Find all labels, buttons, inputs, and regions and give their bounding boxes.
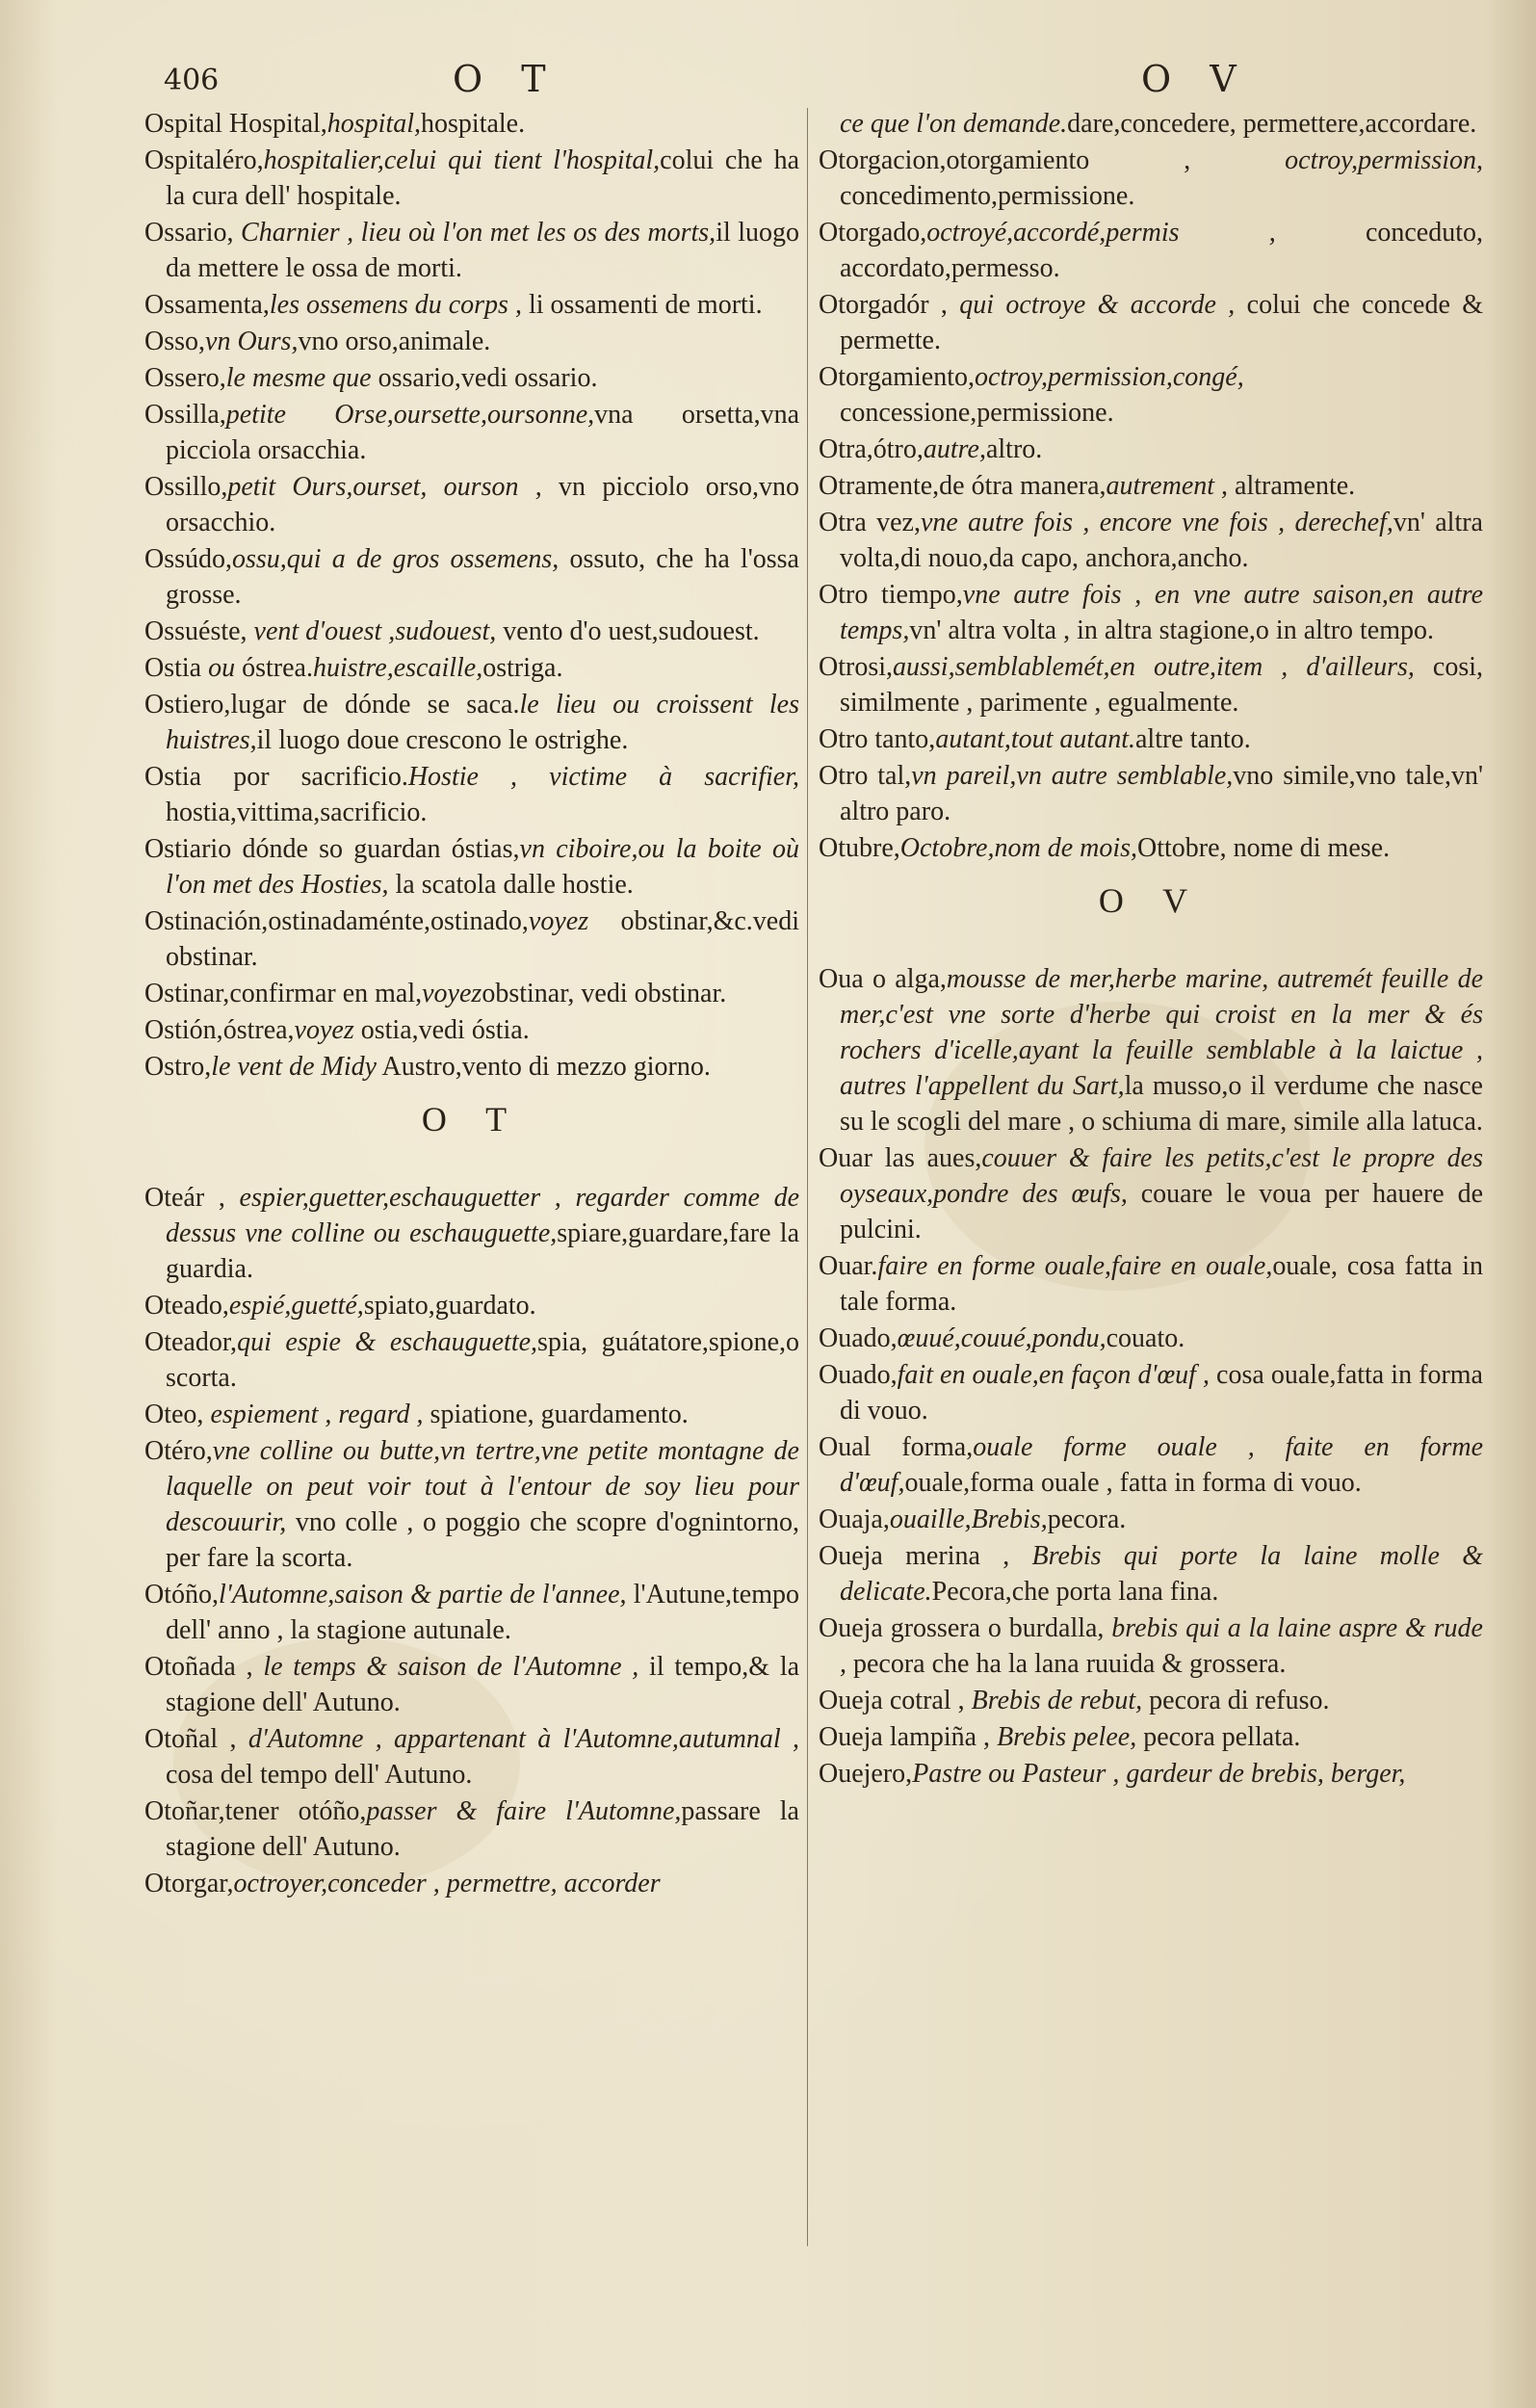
entry-head: Oueja [819,1613,883,1643]
dictionary-entry [144,614,799,649]
entry-rest: Pecora,che porta lana fina. [931,1577,1219,1607]
entry-head: Otro tal, [819,761,912,791]
entry-fr: Charnier , lieu où l'on met les os des morts, [241,218,716,248]
dictionary-entry [144,759,799,830]
dictionary-entry [819,1719,1483,1755]
dictionary-entry [144,1577,799,1648]
entry-rest: vento d'o uest,sudouest. [496,616,760,646]
entry-rest: ouale, cosa fatta in tale forma. [840,1251,1483,1317]
entry-fr2: huistre,escaille, [312,653,483,683]
entry-rest: passare la stagione dell' Autuno. [166,1796,799,1862]
entry-rest: altro. [985,434,1043,464]
entry-fr: qui octroye & accorde , [959,290,1236,320]
dictionary-entry [144,1324,799,1396]
dictionary-entry [144,687,799,758]
entry-head: Oteo, [144,1400,204,1429]
entry-fr: fait en ouale,en façon d'œuf , [897,1360,1210,1390]
entry-fr: ce que l'on demande. [840,109,1068,139]
dictionary-entry [144,650,799,686]
entry-rest: hospitale. [421,109,526,139]
dictionary-entry [819,143,1483,214]
entry-head: Ouado, [819,1323,898,1353]
entry-text [234,218,241,248]
entry-rest: la scatola dalle hostie. [388,870,634,900]
entry-head: Ouaja, [819,1505,890,1534]
dictionary-entry [144,831,799,903]
entry-head: Otóño, [144,1580,219,1610]
entry-fr: qui espie & eschauguette, [237,1327,538,1357]
entry-rest: vna orsetta,vna picciola orsacchia. [166,400,799,465]
entry-text: merina , [882,1541,1010,1571]
entry-head: Ossillo, [144,472,228,502]
entry-rest: pecora di refuso. [1142,1686,1330,1715]
dictionary-entry [819,1538,1483,1610]
entry-text: forma, [871,1432,974,1462]
entry-fr: couuer & faire les petits,c'est le propre des oyseaux,pondre des œufs, [840,1143,1483,1209]
entry-text: tener otóño, [224,1796,367,1826]
entry-fr: vn Ours, [205,327,299,356]
dictionary-entry [819,215,1483,286]
entry-fr: petite Orse,oursette,oursonne, [225,400,595,430]
entry-text: las aues, [872,1143,982,1173]
entry-head: Ospitaléro, [144,145,264,175]
dictionary-entry [144,1012,799,1048]
entry-fr: autant,tout autant. [935,724,1135,754]
entry-rest: colui che concede & permette. [840,290,1484,355]
entry-fr: petit Ours,ourset, ourson , [227,472,542,502]
running-head-right: O V [1141,58,1250,100]
entry-head: Ouar. [819,1251,878,1281]
dictionary-entry [819,468,1483,504]
entry-fr: le lieu ou croissent les huistres, [166,690,799,755]
entry-rest: obstinar,&c.vedi obstinar. [166,906,799,972]
entry-fr: vn ciboire,ou la boite où l'on met des Hosties, [166,834,799,900]
entry-rest: vno simile,vno tale,vn' altro paro. [840,761,1484,826]
entry-rest: pecora che ha la lana ruuida & grossera. [846,1649,1287,1679]
entry-fr: hospital, [326,109,422,139]
dictionary-entry [819,432,1483,467]
entry-head: Ouar [819,1143,872,1173]
entry-head: Oueja [819,1722,883,1752]
entry-rest: hostia,vittima,sacrificio. [166,798,428,827]
entry-fr: octroyé,accordé,permis , [926,218,1276,248]
dictionary-entry [819,830,1483,866]
dictionary-entry [144,1397,799,1432]
dictionary-entry [144,324,799,359]
entry-head: Otorgar, [144,1869,234,1898]
entry-fr: aussi,semblablemét,en outre,item , d'ailleurs, [893,652,1415,682]
right-column [819,106,1483,1793]
dictionary-entry [819,1248,1483,1320]
entry-head: Ossuéste, [144,616,247,646]
entry-fr: ossu,qui a de gros ossemens, [232,544,560,574]
dictionary-entry [144,1433,799,1576]
running-head-left: O T [453,58,560,100]
section-title-ot: O T [421,1100,523,1139]
left-entries-ot [144,1180,799,1901]
entry-fr: ouaille,Brebis, [889,1505,1048,1534]
entry-head: Ossero, [144,363,226,393]
entry-rest: vn' altra volta , in altra stagione,o in altro tempo. [909,615,1435,645]
entry-fr: ou [208,653,236,683]
dictionary-entry [819,961,1483,1139]
entry-rest: spiatione, guardamento. [423,1400,689,1429]
entry-fr: vne colline ou butte,vn tertre,vne petite montagne de laquelle on peut voir tout à l'entour de soy lieu pour descouurir, [166,1436,799,1537]
entry-head: Oua [819,964,864,994]
entry-fr: le mesme que [225,363,372,393]
dictionary-entry [819,1429,1483,1501]
entry-rest: il luogo doue crescono le ostrighe. [256,725,629,755]
entry-rest2: ostriga. [482,653,563,683]
entry-fr: vne autre fois , encore vne fois , derechef, [920,508,1393,537]
entry-head: Ospital [144,109,222,139]
left-entries [144,106,799,1085]
entry-head: Otoñar, [144,1796,225,1826]
entry-fr: Pastre ou Pasteur , gardeur de brebis, berger, [912,1759,1406,1789]
entry-rest: concedimento,permissione. [840,181,1135,211]
entry-head: Otro tanto, [819,724,936,754]
dictionary-entry [144,1721,799,1793]
dictionary-entry [144,397,799,468]
entry-text [247,616,254,646]
dictionary-entry [144,469,799,540]
entry-head: Ostión, [144,1015,223,1045]
entry-fr: espiement , regard , [210,1400,424,1429]
entry-rest: spiato,guardato. [363,1291,536,1321]
entry-text [253,1652,264,1682]
entry-head: Ostiario [144,834,232,864]
entry-rest: cosa del tempo dell' Autuno. [166,1760,473,1790]
entry-rest: dare,concedere, permettere,accordare. [1067,109,1477,139]
dictionary-entry [144,541,799,613]
entry-text: óstrea, [222,1015,295,1045]
dictionary-entry [144,143,799,214]
entry-fr: espier,guetter,eschauguetter , regarder comme de dessus vne colline ou eschauguette, [166,1183,799,1248]
entry-rest: l'Autune,tempo dell' anno , la stagione autunale. [166,1580,799,1645]
entry-head: Oteador, [144,1327,238,1357]
entry-rest: altre tanto. [1135,724,1251,754]
entry-head: Otéro, [144,1436,213,1466]
entry-head: Otoñada , [144,1652,253,1682]
entry-fr: Brebis de rebut, [964,1686,1143,1715]
entry-fr: voyez [528,906,589,936]
entry-rest: il tempo,& la stagione dell' Autuno. [166,1652,800,1717]
entry-rest: ouale,forma ouale , fatta in forma di vouo. [904,1468,1362,1498]
entry-text: lampiña , [882,1722,991,1752]
entry-fr: octroyer,conceder , permettre, accorder [233,1869,661,1898]
entry-head: Otra, [819,434,873,464]
dictionary-entry [819,1756,1483,1792]
dictionary-entry [144,976,799,1011]
entry-head: Otoñal , [144,1724,237,1754]
entry-fr: faire en forme ouale,faire en ouale, [877,1251,1273,1281]
right-entries [819,106,1483,866]
dictionary-entry [144,287,799,323]
entry-text: grossera o burdalla, [882,1613,1105,1643]
entry-head: Otramente, [819,471,940,501]
dictionary-entry [144,1649,799,1720]
dictionary-entry [144,360,799,396]
entry-head: Otrosi, [819,652,893,682]
entry-text: o alga, [863,964,947,994]
entry-text: por sacrificio. [201,762,408,792]
dictionary-entry [819,1683,1483,1718]
entry-fr: le vent de Midy [211,1052,377,1082]
entry-rest: vno colle , o poggio che scopre d'ognintorno, per fare la scorta. [166,1507,799,1573]
entry-rest: spia, guátatore,spione,o scorta. [166,1327,799,1393]
entry-fr: brebis qui a la laine aspre & rude , [840,1613,1483,1679]
entry-head: Osso, [144,327,206,356]
entry-fr: Brebis qui porte la laine molle & delicate. [840,1541,1483,1607]
entry-fr: vn pareil,vn autre semblable, [911,761,1234,791]
dictionary-entry [144,1288,799,1323]
entry-rest: spiare,guardare,fare la guardia. [166,1218,799,1284]
entry-head: Otubre, [819,833,900,863]
entry-rest: conceduto, accordato,permesso. [840,218,1483,283]
entry-rest: pecora pellata. [1136,1722,1301,1752]
entry-rest: vno orso,animale. [298,327,491,356]
entry-rest: vn picciolo orso,vno orsacchio. [166,472,799,537]
dictionary-entry [144,215,799,286]
entry-text: lugar de dónde se saca. [230,690,520,720]
dictionary-entry [819,1321,1483,1356]
entry-fr: vent d'ouest ,sudouest, [253,616,497,646]
entry-text [237,1724,248,1754]
entry-head: Oteár , [144,1183,225,1213]
entry-fr: passer & faire l'Automne, [366,1796,682,1826]
entry-rest: Austro,vento di mezzo giorno. [377,1052,711,1082]
entry-fr: ouale forme ouale , faite en forme d'œuf, [840,1432,1483,1498]
entry-fr: espié,guetté, [228,1291,364,1321]
dictionary-entry [819,287,1483,358]
entry-rest: cosa ouale,fatta in forma di vouo. [840,1360,1483,1426]
dictionary-entry [144,1049,799,1085]
entry-rest: vn' altra volta,di nouo,da capo, anchora,ancho. [840,508,1483,573]
entry-head: Otorgadór , [819,290,948,320]
entry-head: Oueja [819,1541,883,1571]
entry-head: Otorgamiento, [819,362,976,392]
dictionary-entry [819,649,1483,720]
page-number: 406 [164,64,220,97]
entry-head: Ossamenta, [144,290,270,320]
dictionary-entry [819,1140,1483,1247]
entry-text: otorgamiento , [946,145,1191,175]
entry-rest: li ossamenti de morti. [521,290,763,320]
entry-head: Oteado, [144,1291,229,1321]
left-column [144,106,799,1902]
entry-head: Ossilla, [144,400,226,430]
entry-text: cotral , [882,1686,965,1715]
dictionary-entry [819,721,1483,757]
entry-head: Ouado, [819,1360,898,1390]
entry-head: Ostia [144,762,202,792]
entry-text: Hospital, [221,109,327,139]
dictionary-entry [819,505,1483,576]
column-divider [807,108,808,2246]
entry-rest: il luogo da mettere le ossa de morti. [166,218,799,283]
entry-rest: pecora. [1047,1505,1127,1534]
right-entries-ov [819,961,1483,1792]
entry-rest: couato. [1106,1323,1185,1353]
entry-head: Oual [819,1432,872,1462]
entry-head: Otra vez, [819,508,921,537]
entry-fr: autrement , [1106,471,1229,501]
entry-text [225,1183,240,1213]
dictionary-entry [144,1866,799,1901]
entry-fr: œuué,couué,pondu, [897,1323,1106,1353]
entry-fr: d'Automne , appartenant à l'Automne,autumnal , [247,1724,799,1754]
entry-head: Ostiero, [144,690,231,720]
entry-fr: vne autre fois , en vne autre saison,en autre temps, [840,580,1483,645]
entry-rest: Ottobre, nome di mese. [1137,833,1391,863]
entry-rest: óstrea. [235,653,313,683]
dictionary-entry [819,1502,1483,1537]
entry-head: Ostinar, [144,979,230,1008]
dictionary-entry [819,106,1483,142]
dictionary-entry [819,1357,1483,1428]
entry-text: de ótra manera, [939,471,1106,501]
entry-fr: autre, [923,434,986,464]
entry-fr: hospitalier,celui qui tient l'hospital, [263,145,661,175]
entry-head: Otorgado, [819,218,927,248]
entry-text: ótro, [872,434,924,464]
entry-rest: cosi, similmente , parimente , egualmente. [840,652,1483,718]
entry-text: ostinadaménte,ostinado, [268,906,529,936]
dictionary-entry [819,1610,1483,1682]
entry-head: Ouejero, [819,1759,913,1789]
entry-head: Oueja [819,1686,883,1715]
dictionary-entry [819,359,1483,431]
entry-rest: la musso,o il verdume che nasce su le scogli del mare , o schiuma di mare, simile alla latuca. [840,1071,1483,1137]
dictionary-entry [144,106,799,142]
entry-head: Otro tiempo, [819,580,963,610]
entry-head: Ostinación, [144,906,269,936]
entry-head: Otorgacion, [819,145,947,175]
entry-rest: altramente. [1228,471,1356,501]
dictionary-entry [144,903,799,975]
entry-rest: obstinar, vedi obstinar. [482,979,727,1008]
dictionary-entry [144,1793,799,1865]
entry-fr: voyez [422,979,482,1008]
entry-rest: ostia,vedi óstia. [353,1015,530,1045]
entry-fr: les ossemens du corps , [269,290,522,320]
entry-fr: Hostie , victime à sacrifier, [407,762,799,792]
entry-text [948,290,959,320]
entry-rest: couare le voua per hauere de pulcini. [840,1179,1484,1244]
section-title-ov: O V [1098,881,1204,920]
entry-fr: octroy,permission, [1190,145,1483,175]
entry-head: Ostro, [144,1052,212,1082]
entry-text: confirmar en mal, [229,979,423,1008]
entry-fr: mousse de mer,herbe marine, autremét feuille de mer,c'est vne sorte d'herbe qui croist en la mer & és rochers d'icelle,ayant la feuille semblable à la laictue , autres l'appellent du Sart, [840,964,1484,1101]
entry-fr: octroy,permission,congé, [975,362,1244,392]
entry-fr: voyez [294,1015,354,1045]
entry-rest: colui che ha la cura dell' hospitale. [166,145,799,211]
dictionary-entry [819,758,1483,829]
entry-text: dónde so guardan óstias, [231,834,520,864]
entry-rest: concessione,permissione. [840,398,1114,428]
entry-head: Ossúdo, [144,544,233,574]
entry-rest: ossario,vedi ossario. [371,363,598,393]
entry-fr: Octobre,nom de mois, [899,833,1138,863]
entry-head: Ostia [144,653,202,683]
entry-head: Ossario, [144,218,234,248]
entry-fr: l'Automne,saison & partie de l'annee, [219,1580,627,1610]
entry-rest: ossuto, che ha l'ossa grosse. [166,544,799,610]
dictionary-entry [819,577,1483,648]
dictionary-entry [144,1180,799,1287]
entry-fr: le temps & saison de l'Automne , [263,1652,639,1682]
entry-fr: Brebis pelee, [990,1722,1137,1752]
